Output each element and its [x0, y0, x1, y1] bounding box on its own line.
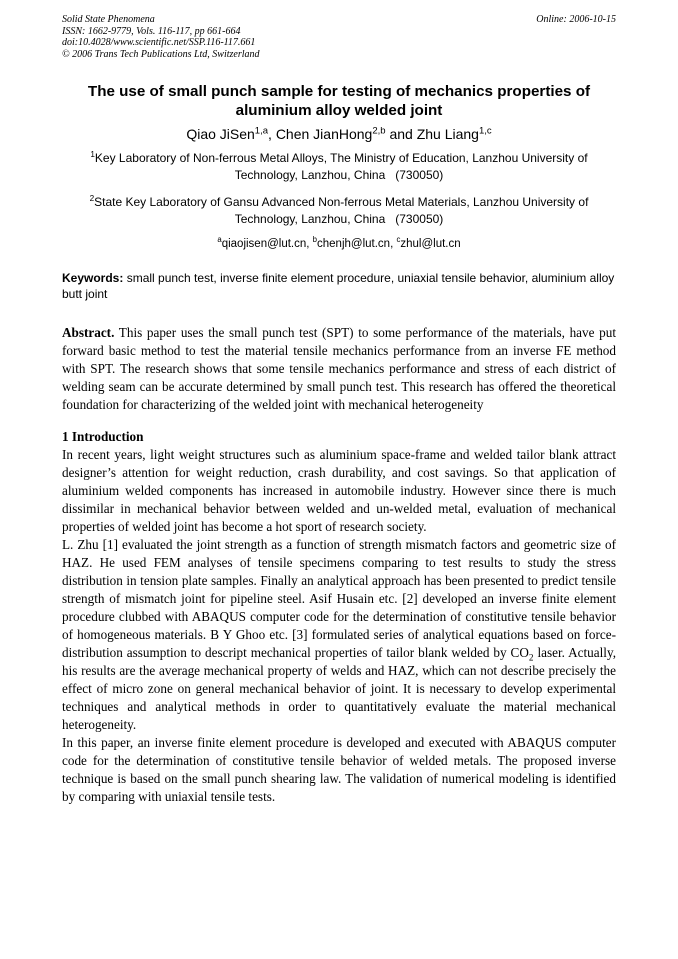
- affiliation-1: [62, 150, 616, 184]
- paper-page: [62, 14, 616, 806]
- email-superscript: a: [217, 235, 222, 245]
- author-superscript: 2,b: [372, 125, 386, 137]
- keywords-label: Keywords:: [62, 271, 124, 285]
- paper-title: [62, 82, 616, 120]
- author-name: Chen JianHong: [275, 126, 373, 142]
- doi-line: doi:10.4028/www.scientific.net/SSP.116-117.661: [62, 37, 256, 48]
- author-separator: and: [385, 126, 417, 142]
- affiliation-line: Technology, Lanzhou, China (730050): [234, 168, 444, 182]
- email-superscript: c: [396, 235, 401, 245]
- body-paragraph: [62, 536, 616, 734]
- journal-name: Solid State Phenomena: [62, 14, 155, 25]
- affiliation-superscript: 1: [90, 150, 95, 159]
- author-superscript: 1,a: [254, 125, 269, 137]
- affiliation-2: [62, 194, 616, 228]
- title-line-1: The use of small punch sample for testing of mechanics properties of: [87, 83, 591, 100]
- keywords: [62, 271, 616, 302]
- copyright-line: © 2006 Trans Tech Publications Ltd, Switzerland: [62, 48, 260, 60]
- subscript: 2: [528, 652, 534, 663]
- author-name: Qiao JiSen: [186, 126, 255, 142]
- affiliation-line: Key Laboratory of Non-ferrous Metal Alloys, The Ministry of Education, Lanzhou University of: [94, 151, 588, 165]
- paragraph-text: L. Zhu [1] evaluated the joint strength as a function of strength mismatch factors and geometric size of HAZ. He used FEM analyses of tensile specimens comparing to test results to study the stress distribution in tension plate samples. Finally an analytical approach has been presented to predict tensile strength of mismatch joint for pipeline steel. Asif Husain etc. [2] developed an inverse finite element procedure clubbed with ABAQUS computer code for the determination of constitutive tensile behavior of homogeneous materials. B Y Ghoo etc. [3] formulated series of analytical equations based on force-distribution assumption to descript mechanical properties of tailor blank welded by CO: [62, 537, 616, 660]
- body-paragraph: In recent years, light weight structures such as aluminium space-frame and welded tailor blank attract designer’s attention for weight reduction, crash durability, and cost savings. So that application of aluminium welded components has increased in automobile industry. However since there is much dissimilar in mechanical behavior between welded and un-welded metal, evaluation of mechanical properties of welded joint has become a hot sport of research society.: [62, 447, 616, 534]
- email-address: qiaojisen@lut.cn,: [221, 238, 313, 250]
- email-superscript: b: [312, 235, 318, 245]
- title-line-2: aluminium alloy welded joint: [235, 102, 443, 119]
- issn-line: ISSN: 1662-9779, Vols. 116-117, pp 661-664: [62, 25, 241, 37]
- author-emails: [62, 237, 616, 252]
- affiliation-line: Technology, Lanzhou, China (730050): [234, 212, 444, 226]
- section-heading: 1 Introduction: [62, 429, 144, 444]
- abstract-label: Abstract.: [62, 325, 115, 340]
- email-address: zhul@lut.cn: [400, 238, 461, 250]
- paragraph-text: laser. Actually, his results are the average mechanical property of welds and HAZ, which can not describe precisely the effect of micro zone on general mechanical behavior of joint. It is necessary to develop experimental techniques and analytical methods in order to quantitatively evaluate the material mechanical heterogeneity.: [62, 645, 616, 732]
- affiliation-superscript: 2: [89, 194, 95, 203]
- keywords-text: small punch test, inverse finite element procedure, uniaxial tensile behavior, aluminium alloy butt joint: [62, 271, 615, 301]
- abstract: [62, 324, 616, 414]
- author-list: [62, 125, 616, 143]
- author-name: Zhu Liang: [416, 126, 479, 142]
- abstract-text: This paper uses the small punch test (SPT) to some performance of the materials, have put forward basic method to test the material tensile mechanics performance from an inverse FE method with SPT. The research shows that some tensile mechanics performance and stress of each district of welding seam can be accurate determined by small punch test. This research has offered the theoretical foundation for characterizing of the welded joint with mechanical heterogeneity: [62, 325, 616, 412]
- body-paragraph: In this paper, an inverse finite element procedure is developed and executed with ABAQUS computer code for the determination of constitutive tensile behavior of welded metals. The proposed inverse technique is based on the small punch shearing law. The validation of numerical modeling is identified by comparing with uniaxial tensile tests.: [62, 735, 616, 804]
- affiliation-line: State Key Laboratory of Gansu Advanced Non-ferrous Metal Materials, Lanzhou University of: [94, 195, 589, 209]
- journal-header: [62, 14, 616, 60]
- email-address: chenjh@lut.cn,: [317, 238, 397, 250]
- author-separator: ,: [268, 126, 276, 142]
- author-superscript: 1,c: [478, 125, 492, 137]
- online-date: Online: 2006-10-15: [536, 14, 616, 25]
